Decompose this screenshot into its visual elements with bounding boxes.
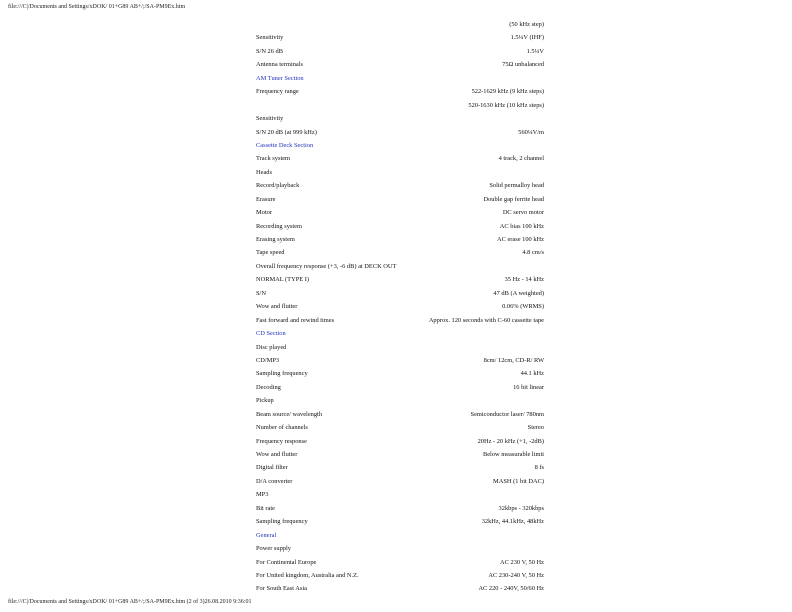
spec-row — [256, 354, 544, 367]
spec-row — [256, 152, 544, 165]
spec-row — [256, 206, 544, 219]
spec-label: Sampling frequency — [256, 518, 308, 526]
section-heading — [256, 529, 544, 542]
spec-row — [256, 220, 544, 233]
spec-row — [256, 287, 544, 300]
spec-row — [256, 461, 544, 474]
spec-label: Number of channels — [256, 424, 308, 432]
spec-label: Beam source/ wavelength — [256, 410, 323, 418]
spec-label: Tape speed — [256, 249, 285, 257]
spec-label: Power supply — [256, 545, 291, 553]
spec-label: Sampling frequency — [256, 370, 308, 378]
file-path-header: file:///C|/Documents and Settings/xDOK/ 01+G89 AB+/;/SA-PM9Ex.htm — [8, 4, 186, 10]
spec-value: 1.5¼V (IHF) — [510, 34, 544, 42]
spec-value: 20Hz - 20 kHz (+1, -2dB) — [477, 437, 544, 445]
spec-label: Wow and flutter — [256, 303, 298, 311]
spec-row — [256, 85, 544, 98]
spec-value: 0.06% (WRMS) — [502, 303, 544, 311]
spec-row — [256, 58, 544, 71]
spec-value: 522-1629 kHz (9 kHz steps) — [471, 88, 544, 96]
spec-row — [256, 569, 544, 582]
spec-value: AC 230-240 V, 50 Hz — [488, 571, 544, 579]
spec-row — [256, 31, 544, 44]
specifications-table — [256, 18, 544, 596]
spec-value: 47 dB (A weighted) — [493, 289, 544, 297]
spec-value: 32kHz, 44.1kHz, 48kHz — [481, 518, 544, 526]
spec-row — [256, 542, 544, 555]
spec-row — [256, 99, 544, 112]
spec-row — [256, 112, 544, 125]
spec-label: Disc played — [256, 343, 287, 351]
spec-value: 520-1630 kHz (10 kHz steps) — [468, 101, 544, 109]
file-path-footer: file:///C|/Documents and Settings/xDOK/ 01+G89 AB+/;/SA-PM9Ex.htm (2 of 3)26.08.2010 9:36:01 — [8, 599, 252, 605]
spec-label: Antenna terminals — [256, 61, 304, 69]
spec-row — [256, 273, 544, 286]
spec-label: D/A converter — [256, 477, 293, 485]
spec-value: Stereo — [527, 424, 544, 432]
spec-label: Record/playback — [256, 182, 300, 190]
spec-row — [256, 126, 544, 139]
spec-label: Erasure — [256, 195, 276, 203]
spec-label: For South East Asia — [256, 585, 307, 593]
spec-label: Fast forward and rewind times — [256, 316, 335, 324]
spec-value: 8cm/ 12cm, CD-R/ RW — [483, 356, 544, 364]
spec-row — [256, 408, 544, 421]
spec-value: AC bias 100 kHz — [499, 222, 544, 230]
spec-row — [256, 448, 544, 461]
spec-row — [256, 300, 544, 313]
spec-row — [256, 421, 544, 434]
spec-label: Erasing system — [256, 236, 295, 243]
spec-row — [256, 367, 544, 380]
spec-value: 1.5¼V — [526, 47, 544, 55]
spec-row — [256, 381, 544, 394]
spec-value: 16 bit linear — [513, 383, 544, 391]
spec-row — [256, 556, 544, 569]
spec-row — [256, 166, 544, 179]
spec-row — [256, 341, 544, 354]
spec-label: Motor — [256, 209, 272, 217]
spec-value: 75Ω unbalanced — [502, 61, 544, 69]
spec-label: Sensitivity — [256, 115, 284, 123]
spec-row — [256, 193, 544, 206]
spec-label: Sensitivity — [256, 34, 284, 42]
spec-label: Bit rate — [256, 504, 275, 512]
spec-label: Pickup — [256, 397, 274, 405]
spec-value: AC 220 - 240V, 50/60 Hz — [478, 585, 544, 593]
spec-label: S/N 26 dB — [256, 47, 283, 55]
spec-label: Digital filter — [256, 464, 288, 472]
spec-row — [256, 18, 544, 31]
section-title: General — [256, 531, 277, 539]
spec-row — [256, 314, 544, 327]
spec-value: MASH (1 bit DAC) — [493, 477, 544, 485]
section-title: CD Section — [256, 330, 286, 338]
spec-value: Semiconductor laser/ 780nm — [470, 410, 544, 418]
spec-value: Solid permalloy head — [489, 182, 544, 190]
spec-label: Frequency response — [256, 437, 307, 445]
spec-label: Heads — [256, 168, 272, 176]
spec-row — [256, 246, 544, 259]
section-heading — [256, 327, 544, 340]
spec-label: Recording system — [256, 222, 302, 230]
spec-value: 4.8 cm/s — [522, 249, 544, 257]
spec-value: Double gap ferrite head — [483, 195, 544, 203]
spec-label: S/N 20 dB (at 999 kHz) — [256, 128, 317, 136]
spec-value: 560¼V/m — [518, 128, 544, 136]
spec-value: (50 kHz step) — [509, 21, 544, 28]
spec-label: S/N — [256, 289, 266, 297]
spec-row — [256, 475, 544, 488]
spec-label: CD/MP3 — [256, 356, 280, 364]
spec-row — [256, 179, 544, 192]
spec-value: Approx. 120 seconds with C-60 cassette tape — [428, 316, 544, 324]
spec-row — [256, 45, 544, 58]
spec-value: DC servo motor — [502, 209, 544, 217]
spec-label: Wow and flutter — [256, 451, 298, 458]
spec-label: MP3 — [256, 491, 269, 499]
spec-row — [256, 260, 544, 273]
spec-row — [256, 435, 544, 448]
spec-row — [256, 502, 544, 515]
spec-row — [256, 394, 544, 407]
spec-row — [256, 233, 544, 246]
spec-value: 32kbps - 320kbps — [498, 504, 544, 512]
spec-row — [256, 488, 544, 501]
spec-label: Track system — [256, 155, 291, 163]
spec-value: 35 Hz - 14 kHz — [504, 276, 544, 284]
spec-value: AC 230 V, 50 Hz — [500, 558, 544, 566]
section-heading — [256, 72, 544, 85]
spec-row — [256, 515, 544, 528]
spec-label: For United kingdom, Australia and N.Z. — [256, 571, 359, 579]
spec-label: Decoding — [256, 383, 281, 391]
spec-value: 4 track, 2 channel — [498, 155, 544, 163]
spec-label: Frequency range — [256, 88, 299, 96]
spec-row — [256, 582, 544, 595]
spec-label: For Continental Europe — [256, 558, 317, 566]
section-heading — [256, 139, 544, 152]
spec-value: AC erase 100 kHz — [496, 236, 544, 243]
section-title: Cassette Deck Section — [256, 141, 314, 149]
spec-value: 44.1 kHz — [520, 370, 544, 378]
spec-value: Below measurable limit — [482, 451, 544, 458]
spec-value: 8 fs — [534, 464, 544, 472]
spec-label: NORMAL (TYPE I) — [256, 276, 310, 284]
section-title: AM Tuner Section — [256, 74, 304, 82]
spec-label: Overall frequency response (+3, -6 dB) at DECK OUT — [256, 262, 397, 270]
